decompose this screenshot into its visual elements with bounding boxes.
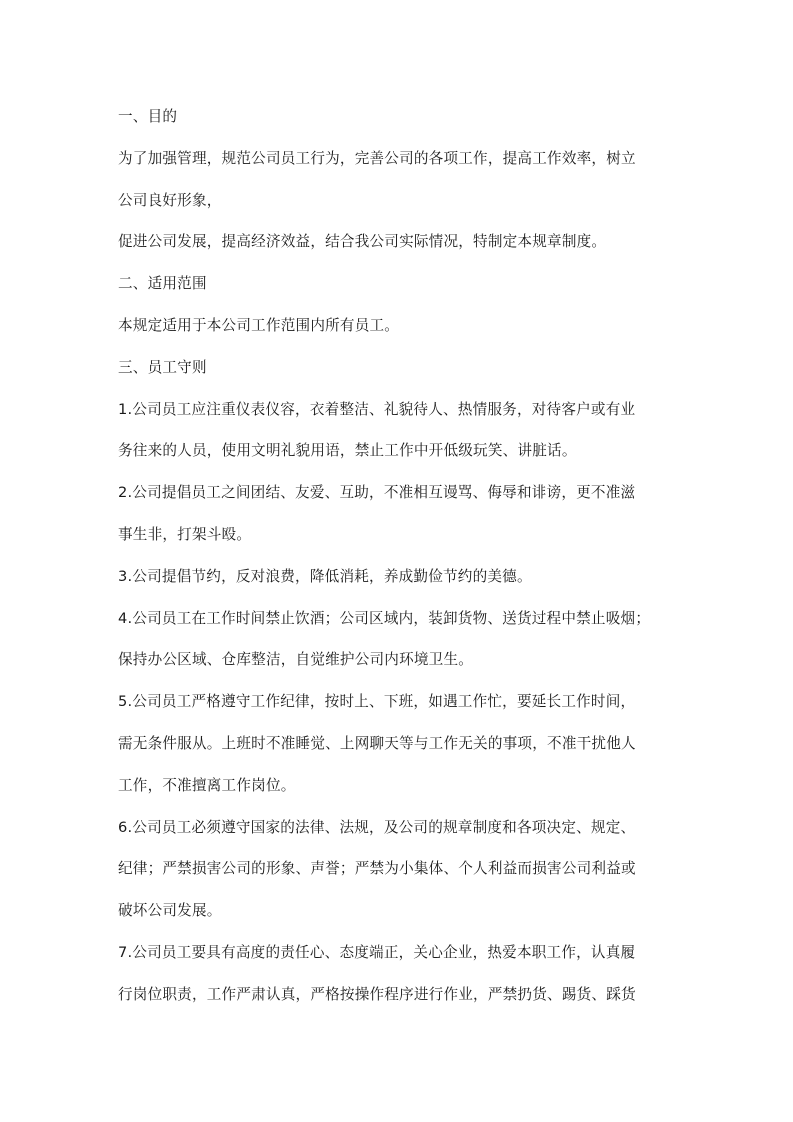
paragraph-line: 公司良好形象， <box>118 191 222 209</box>
rule-item-2: 2.公司提倡员工之间团结、友爱、互助，不准相互谩骂、侮辱和诽谤，更不准滋 <box>118 484 636 502</box>
paragraph-line: 破坏公司发展。 <box>118 902 222 920</box>
paragraph-line: 事生非，打架斗殴。 <box>118 525 252 543</box>
document-page <box>118 104 678 1024</box>
rule-item-5: 5.公司员工严格遵守工作纪律，按时上、下班，如遇工作忙，要延长工作时间， <box>118 693 636 711</box>
section-heading-purpose: 一、目的 <box>118 108 178 125</box>
rule-item-4: 4.公司员工在工作时间禁止饮酒；公司区域内，装卸货物、送货过程中禁止吸烟； <box>118 609 651 627</box>
paragraph-line: 本规定适用于本公司工作范围内所有员工。 <box>118 316 400 334</box>
paragraph-line: 需无条件服从。上班时不准睡觉、上网聊天等与工作无关的事项，不准干扰他人 <box>118 734 636 752</box>
rule-item-7: 7.公司员工要具有高度的责任心、态度端正，关心企业，热爱本职工作，认真履 <box>118 943 636 961</box>
paragraph-line: 工作，不准擅离工作岗位。 <box>118 776 296 794</box>
paragraph-line: 纪律；严禁损害公司的形象、声誉；严禁为小集体、个人利益而损害公司利益或 <box>118 860 636 878</box>
paragraph-line: 为了加强管理，规范公司员工行为，完善公司的各项工作，提高工作效率，树立 <box>118 149 636 167</box>
section-heading-scope: 二、适用范围 <box>118 275 207 293</box>
section-heading-rules: 三、员工守则 <box>118 358 207 376</box>
paragraph-line: 促进公司发展，提高经济效益，结合我公司实际情况，特制定本规章制度。 <box>118 233 607 251</box>
rule-item-6: 6.公司员工必须遵守国家的法律、法规，及公司的规章制度和各项决定、规定、 <box>118 818 636 836</box>
rule-item-1: 1.公司员工应注重仪表仪容，衣着整洁、礼貌待人、热情服务，对待客户或有业 <box>118 400 636 418</box>
rule-item-3: 3.公司提倡节约，反对浪费，降低消耗，养成勤俭节约的美德。 <box>118 567 532 585</box>
paragraph-line: 保持办公区域、仓库整洁，自觉维护公司内环境卫生。 <box>118 651 474 669</box>
paragraph-line: 务往来的人员，使用文明礼貌用语，禁止工作中开低级玩笑、讲脏话。 <box>118 442 577 460</box>
paragraph-line: 行岗位职责，工作严肃认真，严格按操作程序进行作业，严禁扔货、踢货、踩货 <box>118 985 636 1003</box>
